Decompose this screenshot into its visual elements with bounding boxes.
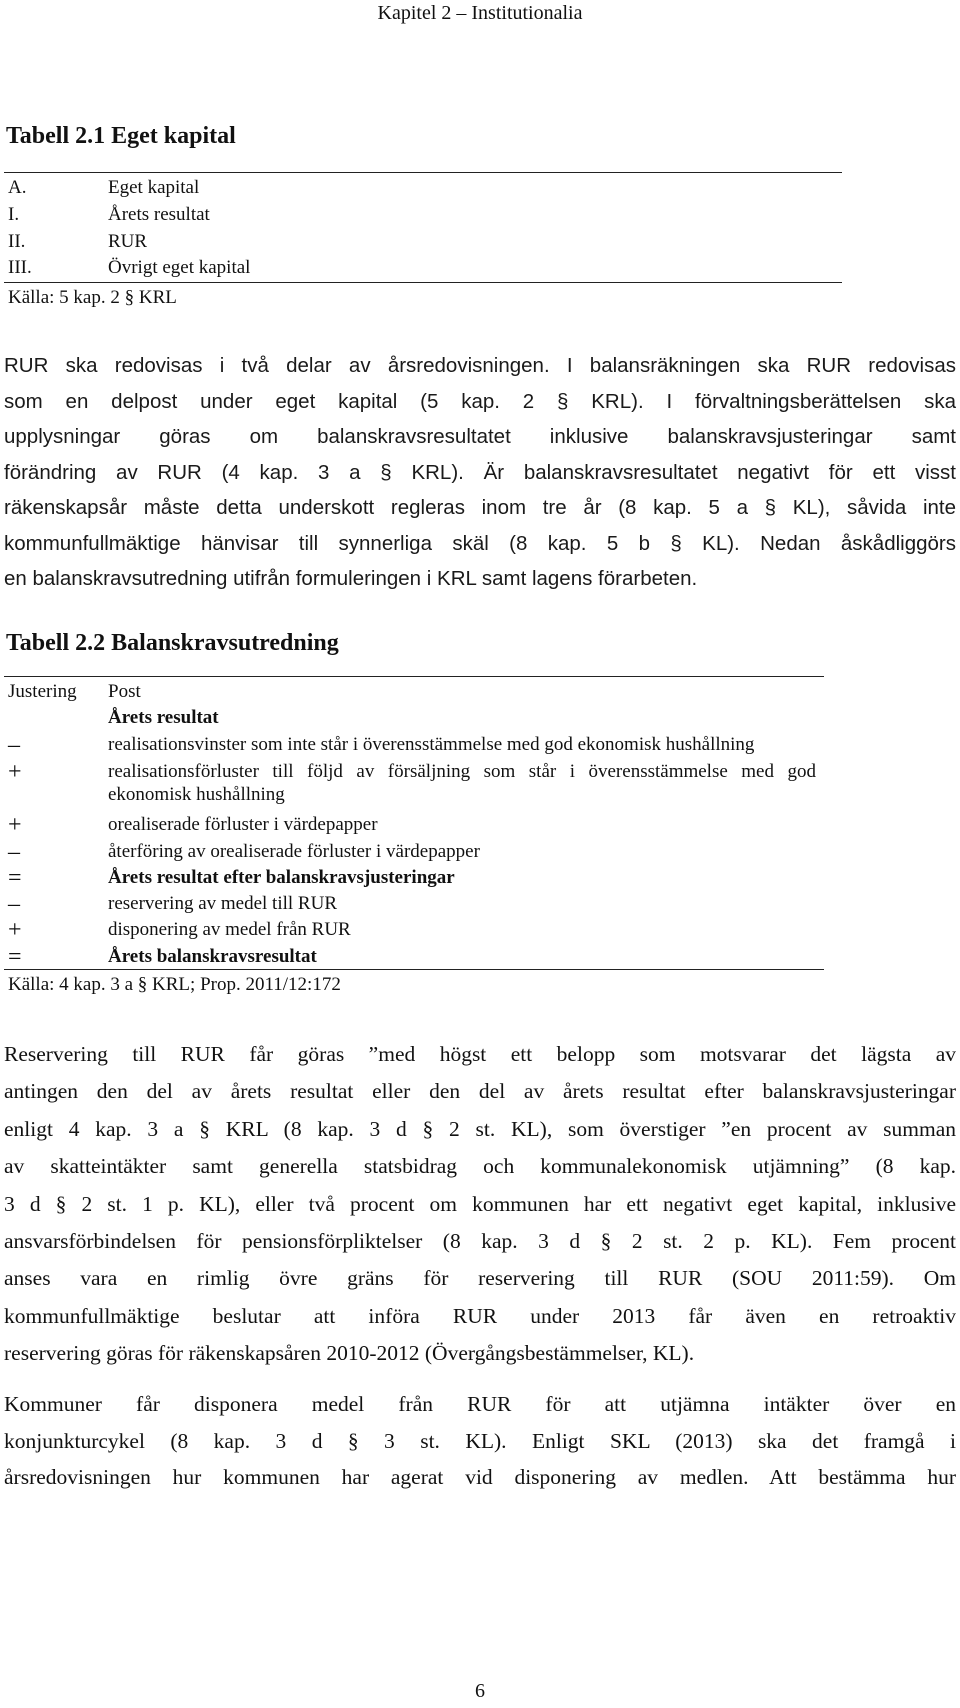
paragraph-line: reservering göras för räkenskapsåren 2010-2012 (Övergångsbestämmelser, KL). xyxy=(4,1341,695,1366)
table2-row-text: orealiserade förluster i värdepapper xyxy=(108,814,378,835)
paragraph-line: 3 d § 2 st. 1 p. KL), eller två procent om kommunen har ett negativt eget kapital, inklusive xyxy=(4,1191,956,1216)
table1-title: Tabell 2.1 Eget kapital xyxy=(6,123,236,149)
table1-row-label: Eget kapital xyxy=(108,177,200,198)
table2-row-sign: – xyxy=(8,839,20,865)
paragraph-line: kommunfullmäktige hänvisar till synnerliga skäl (8 kap. 5 b § KL). Nedan åskådliggörs xyxy=(4,531,956,555)
paragraph-reservation-rules xyxy=(4,1042,956,1379)
table1-source: Källa: 5 kap. 2 § KRL xyxy=(8,287,177,308)
table1-row-label: Övrigt eget kapital xyxy=(108,257,251,278)
paragraph-disposal-rules xyxy=(4,1392,956,1502)
table2-row-text: disponering av medel från RUR xyxy=(108,919,351,940)
table2-row-text: reservering av medel till RUR xyxy=(108,893,337,914)
table2-row-text: realisationsförluster till följd av försäljning som står i överensstämmelse med god xyxy=(108,761,816,782)
table2-row-text: Årets balanskravsresultat xyxy=(108,946,317,967)
table1-row-code: I. xyxy=(8,204,20,225)
paragraph-line: årsredovisningen hur kommunen har agerat vid disponering av medlen. Att bestämma hur xyxy=(4,1465,956,1489)
paragraph-line: RUR ska redovisas i två delar av årsredovisningen. I balansräkningen ska RUR redovisas xyxy=(4,354,956,377)
table1-row-code: II. xyxy=(8,231,26,252)
table2-bottom-rule xyxy=(4,969,824,970)
table1-row-label: Årets resultat xyxy=(108,204,210,225)
table2-row-sign: – xyxy=(8,732,20,758)
table2-row-sign: = xyxy=(8,865,22,891)
table2-row-text: realisationsvinster som inte står i överensstämmelse med god ekonomisk hushållning xyxy=(108,734,755,755)
table2-row-text: Årets resultat xyxy=(108,707,219,728)
page-number: 6 xyxy=(475,1680,485,1702)
paragraph-line: antingen den del av årets resultat eller den del av årets resultat efter balanskravsjusteringar xyxy=(4,1079,956,1104)
table2-row-sign: + xyxy=(8,917,22,943)
table1-row-code: A. xyxy=(8,177,27,198)
paragraph-line: enligt 4 kap. 3 a § KRL (8 kap. 3 d § 2 st. KL), som överstiger ”en procent av summan xyxy=(4,1116,956,1141)
table2-row-text: återföring av orealiserade förluster i värdepapper xyxy=(108,841,480,862)
paragraph-line: konjunkturcykel (8 kap. 3 d § 3 st. KL). Enligt SKL (2013) ska det framgå i xyxy=(4,1428,956,1453)
paragraph-line: som en delpost under eget kapital (5 kap. 2 § KRL). I förvaltningsberättelsen ska xyxy=(4,389,956,413)
table2-row-sign: = xyxy=(8,944,22,970)
table1-row-label: RUR xyxy=(108,231,148,252)
paragraph-line: kommunfullmäktige beslutar att införa RUR under 2013 får även en retroaktiv xyxy=(4,1303,956,1328)
table2-row-text: Årets resultat efter balanskravsjusteringar xyxy=(108,867,455,888)
paragraph-line: förändring av RUR (4 kap. 3 a § KRL). Är balanskravsresultatet negativt för ett visst xyxy=(4,460,956,484)
table2-header-item: Post xyxy=(108,681,141,702)
paragraph-rur-reporting xyxy=(4,354,956,603)
paragraph-line: en balanskravsutredning utifrån formuleringen i KRL samt lagens förarbeten. xyxy=(4,567,698,590)
table1-bottom-rule xyxy=(4,282,842,283)
table2-row-sign: + xyxy=(8,812,22,838)
table1-row-code: III. xyxy=(8,257,32,278)
table2-row-sign: + xyxy=(8,759,22,785)
table2-row-text-continued: ekonomisk hushållning xyxy=(108,784,285,805)
table2-row-sign: – xyxy=(8,891,20,917)
table2-top-rule xyxy=(4,676,824,677)
paragraph-line: räkenskapsår måste detta underskott regleras inom tre år (8 kap. 5 a § KL), såvida inte xyxy=(4,496,956,519)
paragraph-line: upplysningar göras om balanskravsresultatet inklusive balanskravsjusteringar samt xyxy=(4,425,956,448)
running-header: Kapitel 2 – Institutionalia xyxy=(377,2,583,24)
table2-header-adjustment: Justering xyxy=(8,681,77,702)
table2-source: Källa: 4 kap. 3 a § KRL; Prop. 2011/12:172 xyxy=(8,974,341,995)
table1-top-rule xyxy=(4,172,842,173)
paragraph-line: Kommuner får disponera medel från RUR för att utjämna intäkter över en xyxy=(4,1392,956,1416)
paragraph-line: av skatteintäkter samt generella statsbidrag och kommunalekonomisk utjämning” (8 kap. xyxy=(4,1154,956,1179)
paragraph-line: Reservering till RUR får göras ”med högst ett belopp som motsvarar det lägsta av xyxy=(4,1042,956,1066)
table2-title: Tabell 2.2 Balanskravsutredning xyxy=(6,630,339,656)
paragraph-line: anses vara en rimlig övre gräns för reservering till RUR (SOU 2011:59). Om xyxy=(4,1266,956,1291)
paragraph-line: ansvarsförbindelsen för pensionsförpliktelser (8 kap. 3 d § 2 st. 2 p. KL). Fem procent xyxy=(4,1228,956,1253)
